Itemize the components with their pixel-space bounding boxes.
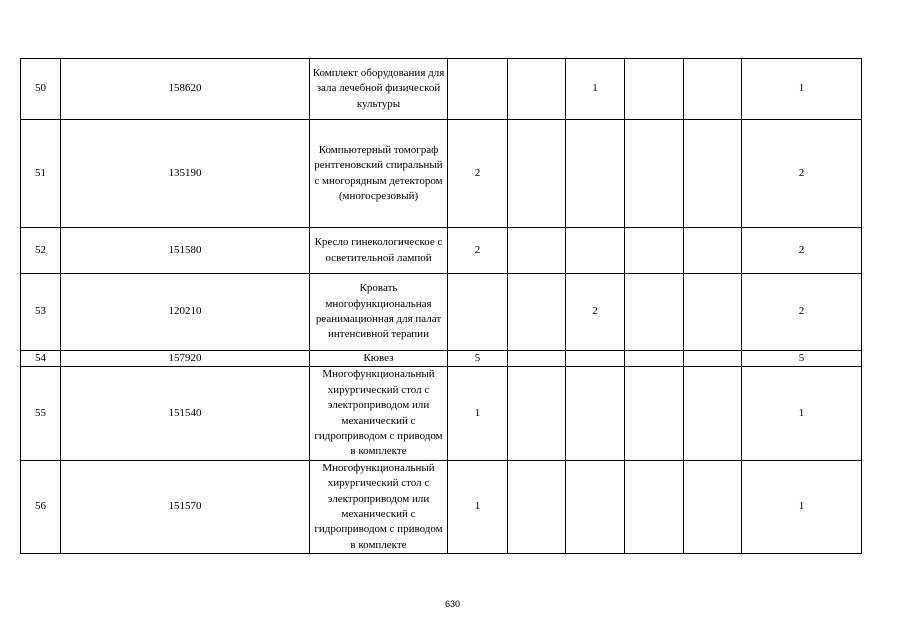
row-col2 [508, 228, 566, 274]
row-number: 56 [21, 460, 61, 553]
row-col5 [684, 120, 742, 228]
table-row [21, 59, 862, 120]
row-code: 135190 [61, 120, 310, 228]
row-col4 [625, 351, 684, 367]
row-col1: 1 [448, 460, 508, 553]
row-col1 [448, 59, 508, 120]
row-col1: 1 [448, 367, 508, 460]
row-total: 2 [742, 228, 862, 274]
equipment-table [20, 58, 862, 554]
row-name: Кресло гинекологическое с осветительной лампой [310, 228, 448, 274]
row-col3: 1 [566, 59, 625, 120]
row-name: Комплект оборудования для зала лечебной физической культуры [310, 59, 448, 120]
row-col2 [508, 274, 566, 351]
row-col2 [508, 460, 566, 553]
row-col5 [684, 351, 742, 367]
row-total: 2 [742, 120, 862, 228]
row-total: 1 [742, 367, 862, 460]
row-col4 [625, 274, 684, 351]
table-row [21, 351, 862, 367]
row-name: Многофункциональный хирургический стол с электроприводом или механический с гидроприводом с приводом в комплекте [310, 367, 448, 460]
row-col1: 2 [448, 120, 508, 228]
row-col3 [566, 228, 625, 274]
table-row [21, 274, 862, 351]
row-col1: 5 [448, 351, 508, 367]
row-code: 151540 [61, 367, 310, 460]
row-number: 55 [21, 367, 61, 460]
row-total: 2 [742, 274, 862, 351]
row-name: Кровать многофункциональная реанимационная для палат интенсивной терапии [310, 274, 448, 351]
row-col2 [508, 367, 566, 460]
row-total: 1 [742, 460, 862, 553]
row-total: 1 [742, 59, 862, 120]
row-col4 [625, 367, 684, 460]
row-code: 157920 [61, 351, 310, 367]
table-row [21, 120, 862, 228]
row-col5 [684, 228, 742, 274]
row-col4 [625, 120, 684, 228]
row-number: 51 [21, 120, 61, 228]
row-col1 [448, 274, 508, 351]
table-row [21, 460, 862, 553]
row-col3 [566, 367, 625, 460]
row-col2 [508, 351, 566, 367]
row-col4 [625, 228, 684, 274]
row-col5 [684, 59, 742, 120]
row-col4 [625, 59, 684, 120]
row-col3 [566, 351, 625, 367]
row-code: 120210 [61, 274, 310, 351]
row-name: Компьютерный томограф рентгеновский спиральный с многорядным детектором (многосрезовый) [310, 120, 448, 228]
row-col1: 2 [448, 228, 508, 274]
row-col5 [684, 367, 742, 460]
page-number: 630 [444, 599, 461, 609]
row-number: 53 [21, 274, 61, 351]
row-code: 151580 [61, 228, 310, 274]
table-row [21, 367, 862, 460]
row-number: 54 [21, 351, 61, 367]
row-col2 [508, 59, 566, 120]
row-code: 158620 [61, 59, 310, 120]
row-col5 [684, 274, 742, 351]
row-code: 151570 [61, 460, 310, 553]
row-number: 52 [21, 228, 61, 274]
row-col5 [684, 460, 742, 553]
row-col2 [508, 120, 566, 228]
table-row [21, 228, 862, 274]
row-col4 [625, 460, 684, 553]
row-col3: 2 [566, 274, 625, 351]
row-number: 50 [21, 59, 61, 120]
row-total: 5 [742, 351, 862, 367]
row-name: Кювез [310, 351, 448, 367]
row-col3 [566, 120, 625, 228]
row-name: Многофункциональный хирургический стол с электроприводом или механический с гидроприводом с приводом в комплекте [310, 460, 448, 553]
row-col3 [566, 460, 625, 553]
